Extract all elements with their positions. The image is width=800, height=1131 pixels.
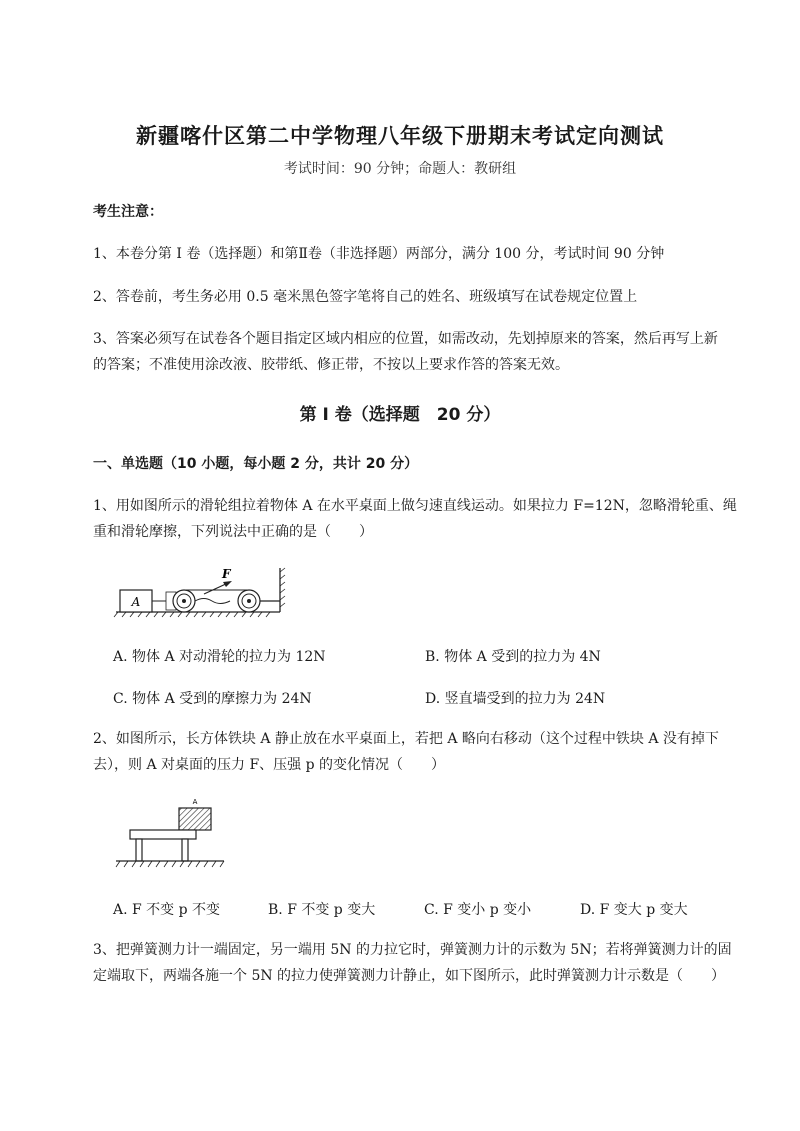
- notice-item-3-cont: 的答案；不准使用涂改液、胶带纸、修正带，不按以上要求作答的答案无效。: [93, 357, 569, 373]
- q2-option-b[interactable]: B. F 不变 p 变大: [268, 902, 376, 918]
- q1-option-b[interactable]: B. 物体 A 受到的拉力为 4N: [425, 649, 601, 665]
- notice-item-2: 2、答卷前，考生务必用 0.5 毫米黑色签字笔将自己的姓名、班级填写在试卷规定位置上: [93, 289, 638, 305]
- q1-option-a[interactable]: A. 物体 A 对动滑轮的拉力为 12N: [113, 649, 326, 665]
- q3-stem-line1: 3、把弹簧测力计一端固定，另一端用 5N 的力拉它时，弹簧测力计的示数为 5N；若将弹簧测力计的固: [93, 942, 732, 958]
- q2-option-c[interactable]: C. F 变小 p 变小: [424, 902, 532, 918]
- q2-option-a[interactable]: A. F 不变 p 不变: [113, 902, 221, 918]
- part-heading: 一、单选题（10 小题，每小题 2 分，共计 20 分）: [93, 456, 419, 472]
- exam-subtitle: 考试时间：90 分钟；命题人：教研组: [283, 161, 517, 177]
- exam-title: 新疆喀什区第二中学物理八年级下册期末考试定向测试: [136, 124, 664, 148]
- notice-heading: 考生注意：: [93, 204, 163, 220]
- q1-stem-line2: 重和滑轮摩擦，下列说法中正确的是（ ）: [93, 524, 373, 540]
- q1-force-label: F: [222, 567, 231, 581]
- notice-item-3: 3、答案必须写在试卷各个题目指定区域内相应的位置，如需改动，先划掉原来的答案，然后再写上新: [93, 331, 718, 347]
- q2-table-figure: [112, 798, 232, 870]
- q3-stem-line2: 定端取下，两端各施一个 5N 的拉力使弹簧测力计静止，如下图所示，此时弹簧测力计示数是（ ）: [93, 968, 726, 984]
- q1-option-d[interactable]: D. 竖直墙受到的拉力为 24N: [425, 691, 606, 707]
- q1-block-label: A: [131, 595, 141, 609]
- q2-block-label: A: [192, 798, 198, 806]
- q1-stem-line1: 1、用如图所示的滑轮组拉着物体 A 在水平桌面上做匀速直线运动。如果拉力 F=12N，忽略滑轮重、绳: [93, 498, 737, 514]
- q1-option-c[interactable]: C. 物体 A 受到的摩擦力为 24N: [113, 691, 312, 707]
- q2-option-d[interactable]: D. F 变大 p 变大: [580, 902, 688, 918]
- q2-stem-line1: 2、如图所示，长方体铁块 A 静止放在水平桌面上，若把 A 略向右移动（这个过程中铁块 A 没有掉下: [93, 731, 719, 747]
- q1-pulley-figure: [112, 566, 292, 626]
- notice-item-1: 1、本卷分第 I 卷（选择题）和第Ⅱ卷（非选择题）两部分，满分 100 分，考试时间 90 分钟: [93, 246, 665, 262]
- section-title: 第 I 卷（选择题 20 分）: [299, 405, 501, 425]
- q2-stem-line2: 去），则 A 对桌面的压力 F、压强 p 的变化情况（ ）: [93, 757, 446, 773]
